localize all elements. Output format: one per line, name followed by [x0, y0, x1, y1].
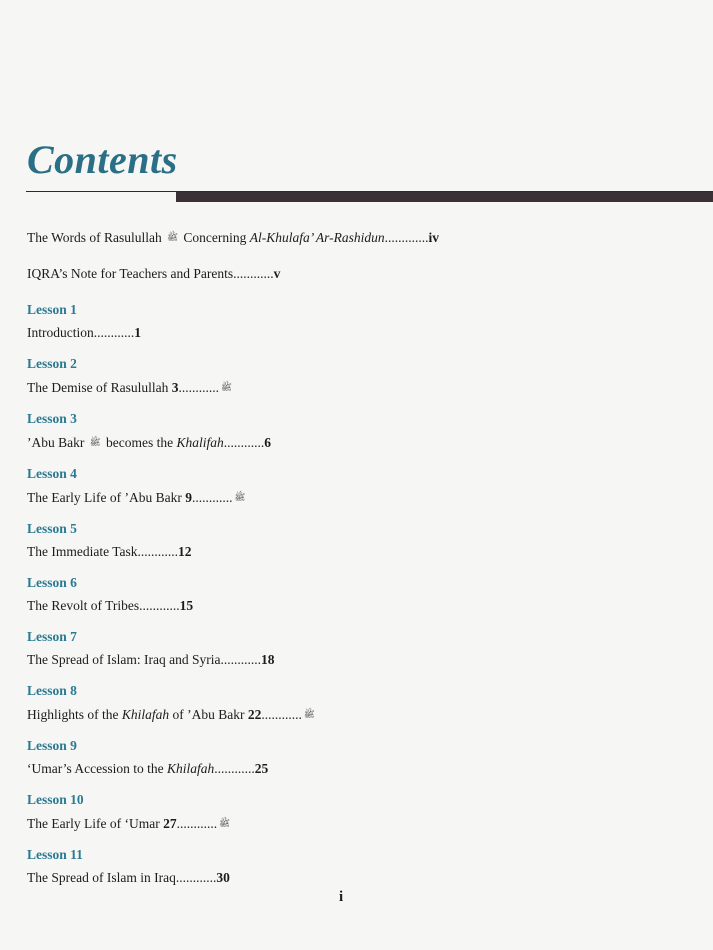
lesson-label: Lesson 7	[27, 629, 77, 644]
toc-entry-front-matter	[27, 228, 687, 247]
toc-lesson	[27, 791, 687, 833]
lesson-label: Lesson 6	[27, 575, 77, 590]
lesson-label: Lesson 2	[27, 356, 77, 371]
page-ref: 6	[264, 435, 271, 450]
toc-lesson	[27, 682, 687, 724]
lesson-title-entry	[27, 814, 687, 833]
leader-dots: ............	[93, 325, 135, 340]
leader-dots: ............	[137, 544, 179, 559]
pbuh-honorific-icon: ﷺ	[89, 437, 101, 447]
italic-term: Khilafah	[121, 707, 170, 722]
toc-lesson	[27, 410, 687, 452]
lesson-title-entry	[27, 597, 687, 615]
lesson-label: Lesson 9	[27, 738, 77, 753]
lesson-title-entry	[27, 543, 687, 561]
page-ref: 15	[179, 598, 194, 613]
leader-dots: ............	[176, 816, 218, 831]
lesson-label: Lesson 5	[27, 521, 77, 536]
page-ref: v	[273, 266, 281, 281]
page-number: i	[339, 889, 344, 905]
pbuh-honorific-icon: ﷺ	[303, 709, 315, 719]
lesson-title-entry	[27, 324, 687, 342]
leader-dots: ............	[139, 598, 180, 613]
pbuh-honorific-icon: ﷺ	[219, 818, 230, 828]
leader-dots: .............	[384, 230, 429, 245]
toc-lesson	[27, 574, 687, 615]
leader-dots: ............	[214, 761, 255, 776]
entry-text: The Early Life of ‘Umar	[27, 816, 164, 831]
entry-text: Highlights of the	[27, 707, 122, 722]
entry-text: ’Abu Bakr	[27, 435, 88, 450]
entry-text: becomes the	[102, 435, 177, 450]
page-ref: 27	[163, 816, 177, 831]
leader-dots: ............	[175, 870, 217, 885]
page-ref: 1	[134, 325, 141, 340]
table-of-contents	[27, 228, 687, 900]
pbuh-honorific-icon: ﷺ	[234, 492, 246, 502]
leader-dots: ............	[261, 707, 302, 722]
page-ref: 3	[171, 380, 179, 395]
lesson-label: Lesson 11	[27, 847, 83, 862]
lesson-label: Lesson 3	[27, 411, 77, 426]
toc-lesson	[27, 301, 687, 342]
entry-text: The Early Life of ’Abu Bakr	[27, 490, 186, 505]
page-ref: 12	[178, 544, 192, 559]
entry-text: of ’Abu Bakr	[169, 707, 248, 722]
toc-lesson	[27, 737, 687, 778]
toc-lesson	[27, 355, 687, 397]
lesson-label: Lesson 4	[27, 466, 77, 481]
lesson-label: Lesson 8	[27, 683, 77, 698]
page-ref: 22	[247, 707, 262, 722]
lesson-title-entry	[27, 760, 687, 778]
leader-dots: ............	[223, 435, 265, 450]
toc-lesson	[27, 520, 687, 561]
page-ref: 25	[254, 761, 269, 776]
leader-dots: ............	[233, 266, 274, 281]
lesson-title-entry	[27, 378, 687, 397]
leader-dots: ............	[220, 652, 261, 667]
toc-lesson	[27, 465, 687, 507]
lesson-title-entry	[27, 488, 687, 507]
leader-dots: ............	[178, 380, 219, 395]
entry-text: ‘Umar’s Accession to the	[27, 761, 167, 776]
page-ref: 9	[185, 490, 192, 505]
entry-text: The Immediate Task	[27, 544, 138, 559]
entry-text: Concerning	[180, 230, 250, 245]
entry-text: The Words of Rasulullah	[27, 230, 166, 245]
toc-entry-front-matter	[27, 265, 687, 283]
lesson-title-entry	[27, 651, 687, 669]
page-ref: 30	[216, 870, 230, 885]
lesson-title-entry	[27, 869, 687, 887]
page-ref: iv	[428, 230, 440, 245]
page-ref: 18	[260, 652, 275, 667]
italic-term: Al-Khulafa’ Ar-Rashidun	[249, 230, 385, 245]
entry-text: The Revolt of Tribes	[27, 598, 140, 613]
pbuh-honorific-icon: ﷺ	[220, 382, 232, 392]
pbuh-honorific-icon: ﷺ	[167, 232, 179, 242]
lesson-title-entry	[27, 433, 687, 452]
front-matter-list	[27, 228, 687, 283]
lesson-label: Lesson 10	[27, 792, 84, 807]
entry-text: The Spread of Islam in Iraq	[27, 870, 176, 885]
italic-term: Khalifah	[176, 435, 224, 450]
toc-lesson	[27, 628, 687, 669]
entry-text: The Spread of Islam: Iraq and Syria	[27, 652, 221, 667]
entry-text: IQRA’s Note for Teachers and Parents	[27, 266, 234, 281]
toc-lesson	[27, 846, 687, 887]
page-title: Contents	[27, 137, 178, 182]
lesson-title-entry	[27, 705, 687, 724]
lesson-list	[27, 301, 687, 887]
title-rule-bar	[176, 192, 713, 202]
italic-term: Khilafah	[166, 761, 215, 776]
leader-dots: ............	[191, 490, 233, 505]
lesson-label: Lesson 1	[27, 302, 77, 317]
entry-text: Introduction	[27, 325, 94, 340]
entry-text: The Demise of Rasulullah	[27, 380, 172, 395]
